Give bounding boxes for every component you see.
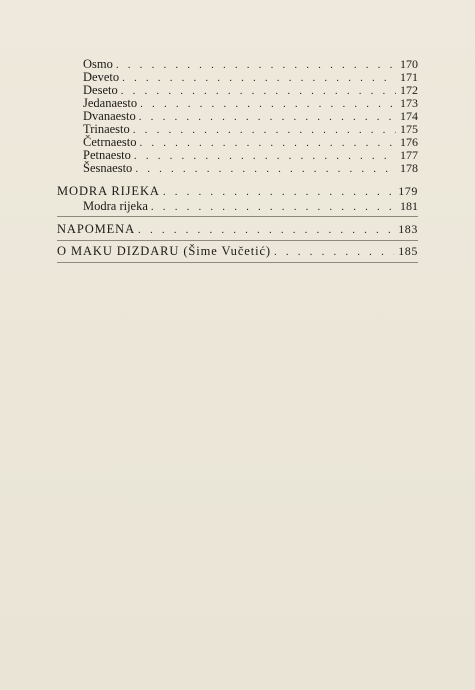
toc-section-title: MODRA RIJEKA — [57, 184, 160, 198]
toc-entry-page: 171 — [400, 70, 418, 84]
toc-entry-title: Deseto — [83, 83, 118, 97]
toc-section[interactable] — [57, 222, 418, 236]
toc-entry-page: 172 — [400, 83, 418, 97]
dot-leader — [151, 200, 396, 214]
toc-entry-title: Modra rijeka — [83, 199, 148, 213]
toc-entry[interactable] — [83, 70, 418, 84]
toc-entry-title: Deveto — [83, 70, 120, 84]
toc-entry[interactable] — [83, 83, 418, 97]
toc-entry[interactable] — [83, 109, 418, 123]
toc-section-page: 179 — [398, 184, 418, 198]
toc-entry[interactable] — [83, 161, 418, 175]
toc-entry[interactable] — [83, 57, 418, 71]
toc-entry[interactable] — [83, 135, 418, 149]
toc-section-title: O MAKU DIZDARU (Šime Vučetić) — [57, 244, 271, 258]
toc-entry-title: Osmo — [83, 57, 113, 71]
toc-section[interactable] — [57, 184, 418, 198]
toc-entry-title: Četrnaesto — [83, 135, 137, 149]
toc-entry-page: 178 — [400, 161, 418, 175]
dot-leader — [163, 185, 394, 199]
toc-entry-title: Dvanaesto — [83, 109, 136, 123]
toc-entry-title: Trinaesto — [83, 122, 130, 136]
toc-section-page: 183 — [398, 222, 418, 236]
toc-entry-page: 181 — [400, 199, 418, 213]
toc-entry-page: 175 — [400, 122, 418, 136]
toc-entry-title: Petnaesto — [83, 148, 131, 162]
toc-entry[interactable] — [83, 122, 418, 136]
toc-entry-page: 176 — [400, 135, 418, 149]
toc-section[interactable] — [57, 244, 418, 258]
toc-entry[interactable] — [83, 199, 418, 213]
toc-entry-title: Šesnaesto — [83, 161, 133, 175]
toc-section-page: 185 — [398, 244, 418, 258]
toc-entry-page: 170 — [400, 57, 418, 71]
show-through-texture — [95, 262, 425, 602]
toc-entry-page: 173 — [400, 96, 418, 110]
dot-leader — [138, 223, 394, 237]
section-divider — [57, 216, 418, 217]
toc-entry[interactable] — [83, 148, 418, 162]
section-divider — [57, 240, 418, 241]
dot-leader — [135, 162, 396, 176]
toc-entry[interactable] — [83, 96, 418, 110]
toc-entry-page: 177 — [400, 148, 418, 162]
dot-leader — [274, 245, 394, 259]
toc-entry-page: 174 — [400, 109, 418, 123]
toc-entry-title: Jedanaesto — [83, 96, 138, 110]
toc-section-title: NAPOMENA — [57, 222, 136, 236]
